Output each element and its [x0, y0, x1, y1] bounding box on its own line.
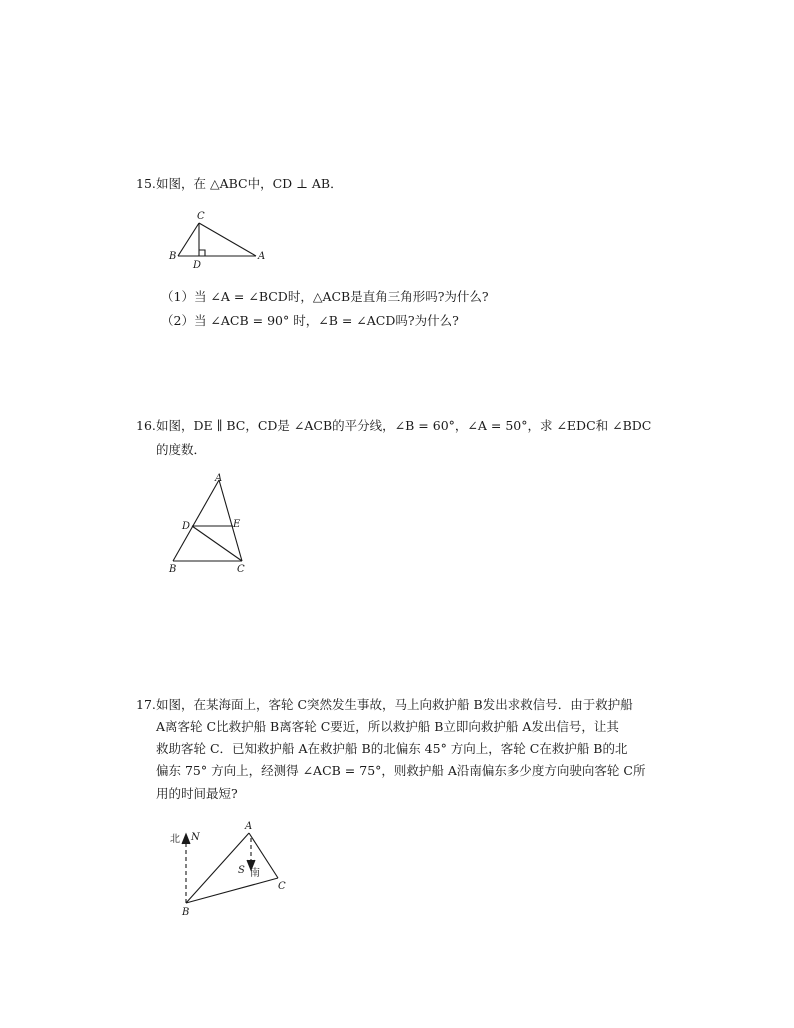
- problem-text-line: 如图，DE ∥ BC，CD是 ∠ACB的平分线，∠B = 60°，∠A = 50°，求 ∠EDC和 ∠BDC: [156, 418, 652, 433]
- problem-number: 15.: [136, 176, 156, 191]
- north-arrow-icon: [182, 834, 190, 844]
- label-a: A: [258, 251, 266, 262]
- problem-text-line: 的度数．: [156, 442, 207, 457]
- segment-ca: [199, 223, 256, 256]
- label-north: 北: [170, 834, 180, 845]
- label-s: S: [238, 865, 245, 876]
- problem-text-line: 用的时间最短?: [156, 786, 238, 801]
- problem-text-line: 偏东 75° 方向上，经测得 ∠ACB = 75°，则救护船 A沿南偏东多少度方向驶向客轮 C所: [156, 763, 646, 778]
- label-south: 南: [250, 868, 260, 879]
- problem-text-line: 如图，在 △ABC中，CD ⊥ AB．: [156, 176, 343, 191]
- label-c: C: [278, 881, 286, 892]
- label-b: B: [182, 907, 190, 918]
- problem-number: 17.: [136, 697, 156, 712]
- label-a: A: [245, 821, 253, 832]
- label-d: D: [193, 260, 202, 271]
- segment-bc: [186, 878, 278, 903]
- label-b: B: [169, 564, 177, 575]
- label-b: B: [169, 251, 177, 262]
- label-c: C: [237, 564, 245, 575]
- segment-bc: [178, 223, 199, 256]
- navigation-triangle-figure: [165, 818, 300, 923]
- segment-dc: [192, 526, 242, 561]
- problem-number: 16.: [136, 418, 156, 433]
- problem-text-line: A离客轮 C比救护船 B离客轮 C要近，所以救护船 B立即向救护船 A发出信号，让其: [156, 719, 619, 734]
- sub-question-1: （1）当 ∠A = ∠BCD时，△ACB是直角三角形吗?为什么?: [161, 289, 489, 304]
- label-c: C: [197, 211, 205, 222]
- label-e: E: [233, 519, 241, 530]
- problem-text-line: 救助客轮 C．已知救护船 A在救护船 B的北偏东 45° 方向上，客轮 C在救护船 B的北: [156, 741, 628, 756]
- segment-ba: [173, 480, 219, 561]
- label-n: N: [191, 832, 200, 843]
- triangle-de-parallel-bc-figure: [165, 472, 260, 577]
- problem-text-line: 如图，在某海面上，客轮 C突然发生事故，马上向救护船 B发出求救信号．由于救护船: [156, 697, 633, 712]
- label-d: D: [182, 521, 191, 532]
- label-a: A: [215, 473, 223, 484]
- sub-question-2: （2）当 ∠ACB = 90° 时，∠B = ∠ACD吗?为什么?: [161, 313, 459, 328]
- right-angle-mark: [199, 250, 205, 256]
- triangle-abc-figure: [168, 208, 268, 270]
